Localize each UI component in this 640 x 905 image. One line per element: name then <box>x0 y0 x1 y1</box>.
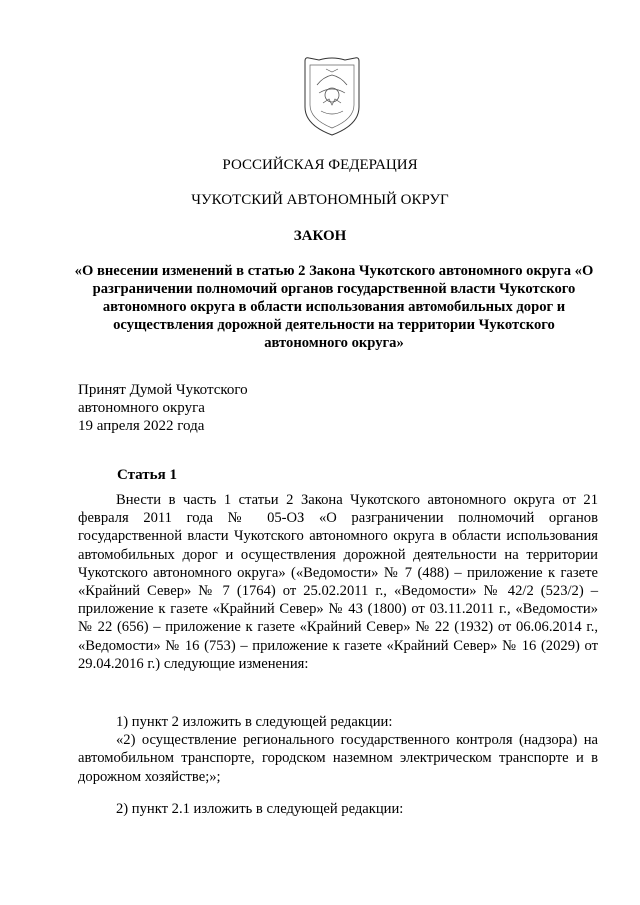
amendment-item-1-block <box>78 713 598 786</box>
region-heading: ЧУКОТСКИЙ АВТОНОМНЫЙ ОКРУГ <box>191 192 449 208</box>
adoption-line: автономного округа <box>78 400 205 416</box>
article-intro-paragraph: Внести в часть 1 статьи 2 Закона Чукотского автономного округа от 21 февраля 2011 года № 05-ОЗ «О разграничении полномочий органов государственной власти Чукотского автономного округа в области использования автомобильных дорог и осуществления дорожной деятельности на территории Чукотского автономного округа» («Ведомости» № 7 (488) – приложение к газете «Крайний Север» № 7 (1764) от 25.02.2011 г., «Ведомости» № 42/2 (523/2) – приложение к газете «Крайний Север» № 43 (1800) от 03.11.2011 г., «Ведомости» № 22 (656) – приложение к газете «Крайний Север» № 22 (1932) от 06.06.2014 г., «Ведомости» № 16 (753) – приложение к газете «Крайний Север» № 16 (2029) от 29.04.2016 г.) следующие изменения: <box>78 492 598 672</box>
law-title: «О внесении изменений в статью 2 Закона Чукотского автономного округа «О разграничении полномочий органов государственной власти Чукотского автономного округа в области использования автомобильных дорог и осуществления дорожной деятельности на территории Чукотского автономного округа» <box>74 263 594 351</box>
article-heading: Статья 1 <box>117 467 177 483</box>
amendment-item-1-text: «2) осуществление регионального государственного контроля (надзора) на автомобильном транспорте, городском наземном электрическом транспорте и в дорожном хозяйстве;»; <box>78 732 598 785</box>
adoption-block <box>78 381 248 435</box>
document-type-heading: ЗАКОН <box>293 228 347 244</box>
amendment-item-2: 2) пункт 2.1 изложить в следующей редакции: <box>116 801 404 817</box>
amendment-item-1: 1) пункт 2 изложить в следующей редакции: <box>116 714 393 730</box>
coat-of-arms-emblem <box>301 55 363 137</box>
article-intro-block <box>78 491 598 673</box>
adoption-line: Принят Думой Чукотского <box>78 382 248 398</box>
federation-heading: РОССИЙСКАЯ ФЕДЕРАЦИЯ <box>222 157 418 173</box>
adoption-date: 19 апреля 2022 года <box>78 418 205 434</box>
amendment-item-2-block <box>78 800 598 818</box>
